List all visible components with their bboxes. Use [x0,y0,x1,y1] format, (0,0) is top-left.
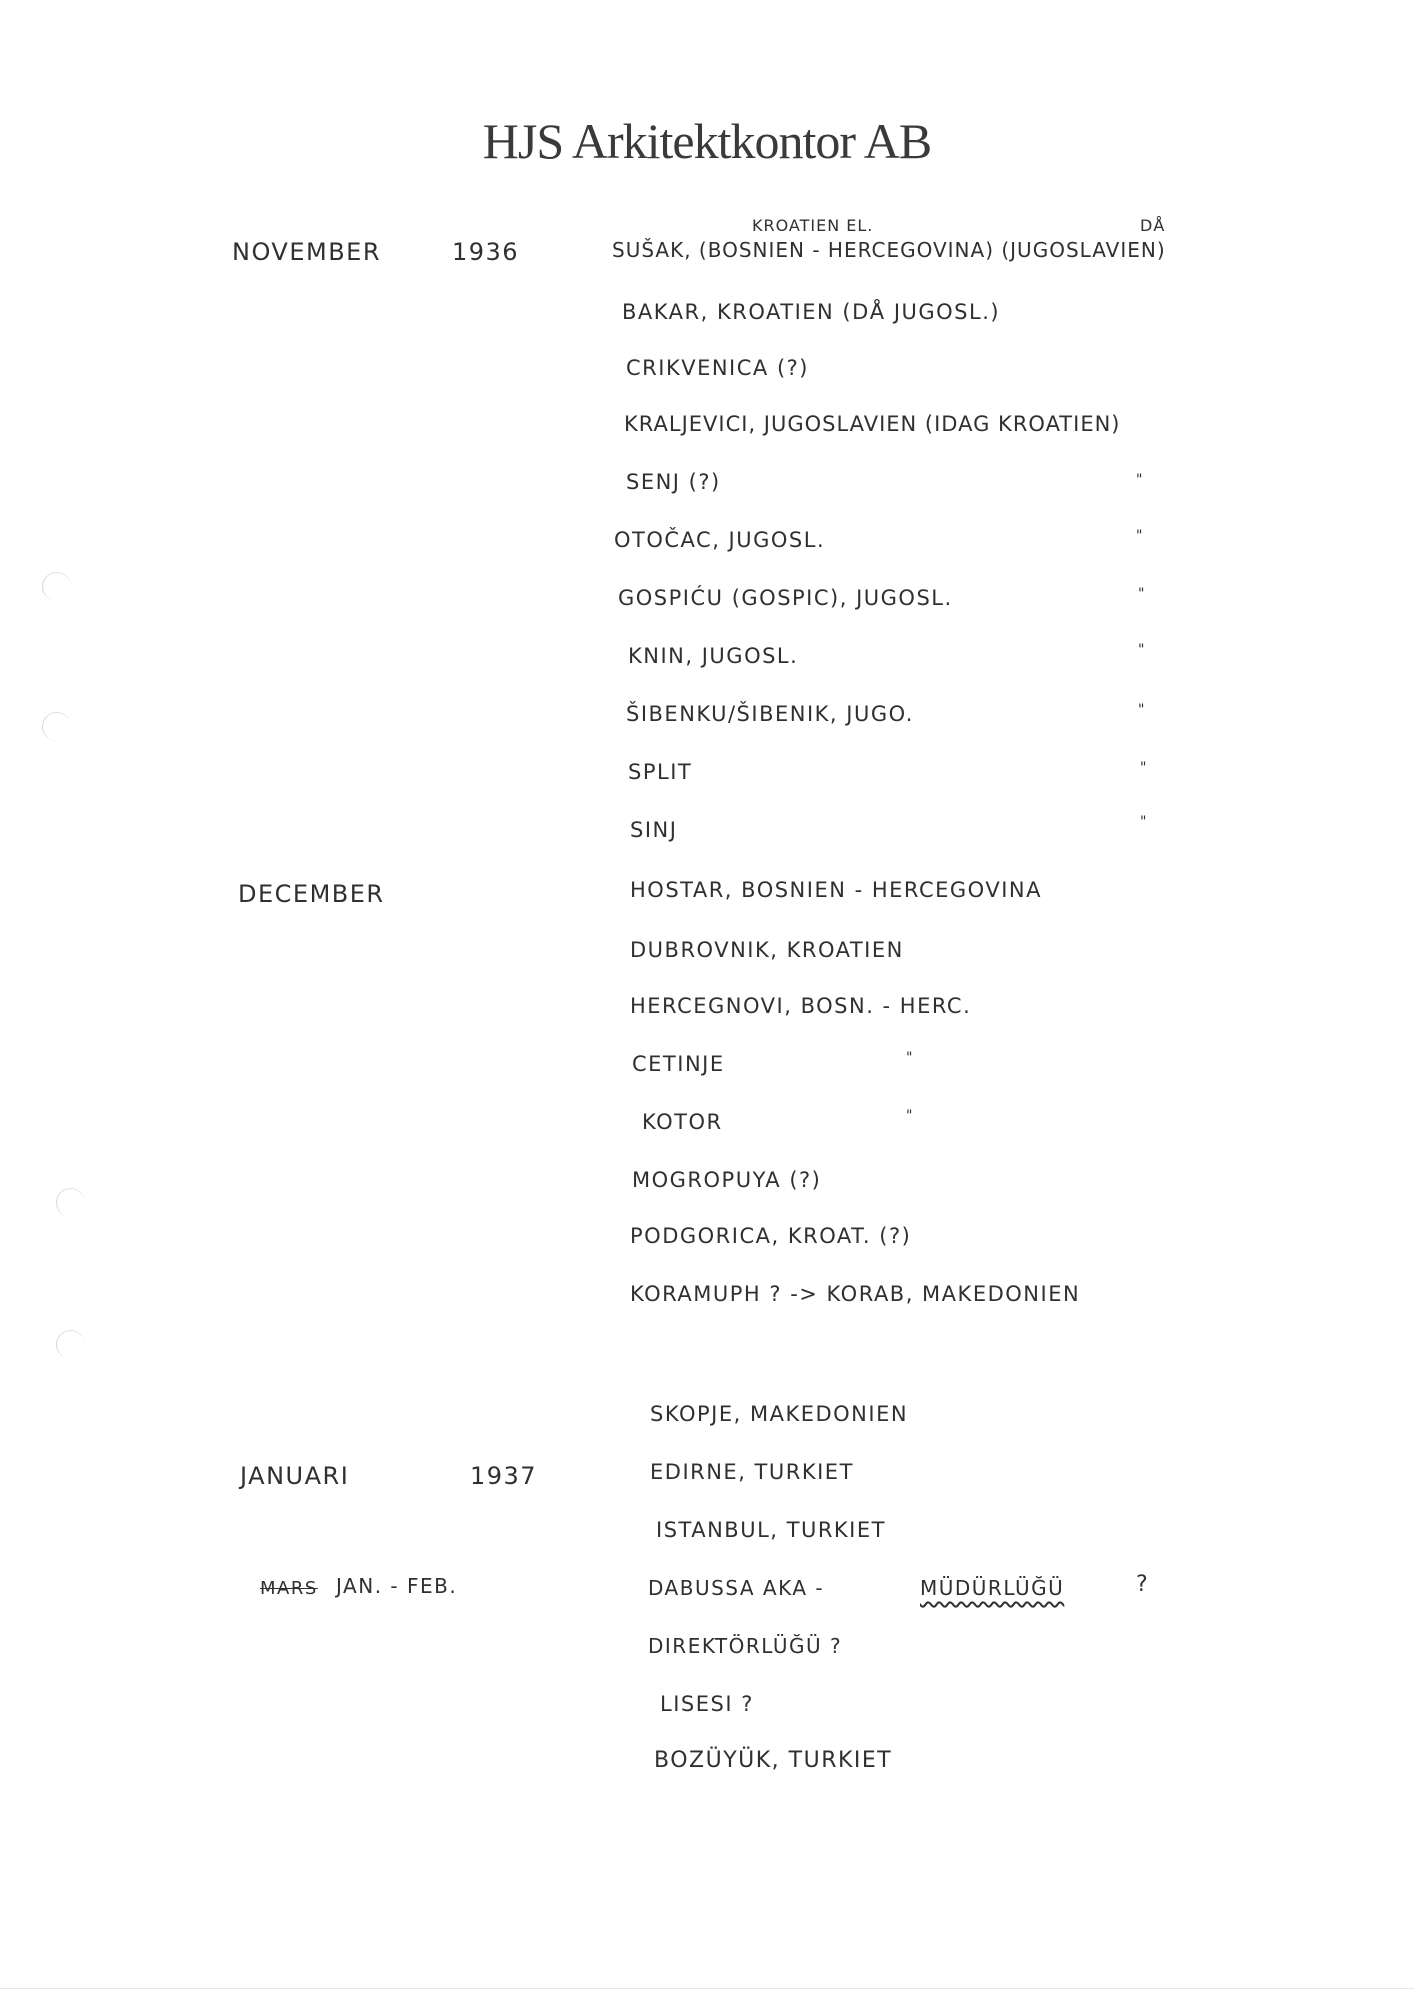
date-januari: JANUARI [240,1462,350,1490]
ditto-mark: " [906,1050,914,1066]
ditto-mark: " [1140,760,1148,776]
date-mars-struck: MARS [260,1578,318,1599]
entry-istanbul: ISTANBUL, TURKIET [656,1518,886,1542]
entry-otocac: OTOČAC, JUGOSL. [614,528,826,552]
binder-hole [42,572,71,601]
entry-dabussa: DABUSSA AKA - [648,1576,825,1600]
date-jan-feb: JAN. - FEB. [336,1574,458,1598]
entry-koramuph: KORAMUPH ? -> KORAB, MAKEDONIEN [630,1282,1081,1306]
page-edge [0,1988,1414,1989]
entry-direktorlugu: DIREKTÖRLÜĞÜ ? [648,1634,843,1658]
entry-bakar: BAKAR, KROATIEN (DÅ JUGOSL.) [622,300,1001,324]
year-1936: 1936 [452,238,520,266]
ditto-mark: " [1136,472,1144,488]
ditto-mark: " [1138,642,1146,658]
entry-sinj: SINJ [630,818,678,842]
entry-split: SPLIT [628,760,693,784]
entry-lisesi: LISESI ? [660,1692,754,1716]
entry-sibenku: ŠIBENKU/ŠIBENIK, JUGO. [626,702,914,726]
entry-hercegnovi: HERCEGNOVI, BOSN. - HERC. [630,994,972,1018]
entry-crikvenica: CRIKVENICA (?) [626,356,809,380]
entry-mudurlugu: MÜDÜRLÜĞÜ [920,1576,1065,1600]
ditto-mark: " [1140,814,1148,830]
entry-podgorica: PODGORICA, KROAT. (?) [630,1224,912,1248]
entry-susak: SUŠAK, (BOSNIEN - HERCEGOVINA) (JUGOSLAVIEN) [612,238,1166,262]
entry-cetinje: CETINJE [632,1052,725,1076]
entry-skopje: SKOPJE, MAKEDONIEN [650,1402,909,1426]
entry-hostar: HOSTAR, BOSNIEN - HERCEGOVINA [630,878,1042,902]
entry-edirne: EDIRNE, TURKIET [650,1460,854,1484]
binder-hole [56,1188,85,1217]
date-november: NOVEMBER [232,238,382,266]
entry-knin: KNIN, JUGOSL. [628,644,799,668]
entry-kraljevici: KRALJEVICI, JUGOSLAVIEN (IDAG KROATIEN) [624,412,1121,436]
date-december: DECEMBER [238,880,385,908]
letterhead: HJS Arkitektkontor AB [482,113,932,169]
entry-susak-note: KROATIEN EL. [752,216,874,235]
entry-mogropuya: MOGROPUYA (?) [632,1168,822,1192]
entry-bozuyuk: BOZÜYÜK, TURKIET [654,1748,893,1773]
entry-senj: SENJ (?) [626,470,721,494]
ditto-mark: " [1138,586,1146,602]
entry-kotor: KOTOR [642,1110,723,1134]
entry-gospicu: GOSPIĆU (GOSPIC), JUGOSL. [618,586,953,610]
ditto-mark: " [906,1108,914,1124]
entry-mudurlugu-question: ? [1136,1572,1150,1597]
binder-hole [56,1330,85,1359]
binder-hole [42,712,71,741]
entry-susak-note-da: DÅ [1140,216,1166,235]
year-1937: 1937 [470,1462,538,1490]
ditto-mark: " [1138,702,1146,718]
ditto-mark: " [1136,528,1144,544]
entry-dubrovnik: DUBROVNIK, KROATIEN [630,938,904,962]
